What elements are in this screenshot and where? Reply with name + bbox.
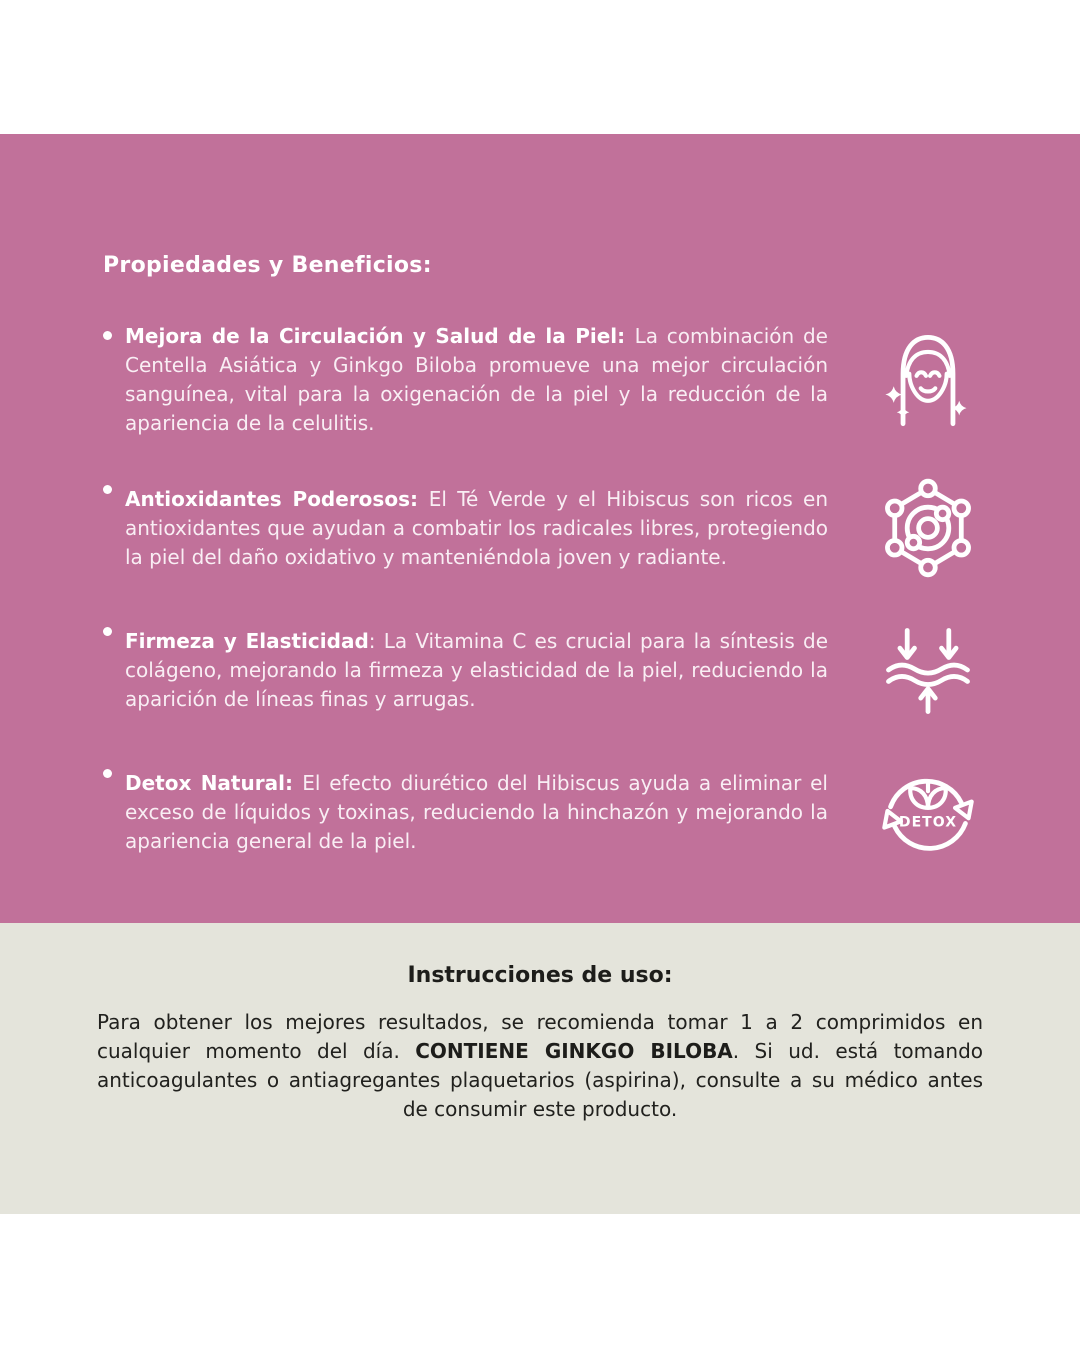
detox-label: DETOX bbox=[898, 814, 958, 831]
benefit-body: La combinación de Centella Asiática y Ginkgo Biloba promueve una mejor circulación sanguínea, vital para la oxigenación de la piel y la reducción de la apariencia de la celulitis. bbox=[125, 324, 828, 435]
antioxidant-molecule-icon bbox=[876, 476, 980, 580]
bullet-dot bbox=[103, 618, 125, 636]
benefits-panel bbox=[0, 134, 1080, 923]
instructions-text bbox=[97, 1008, 983, 1124]
detox-cycle-icon bbox=[876, 760, 980, 864]
benefit-text bbox=[125, 769, 828, 856]
icon-column bbox=[828, 328, 1028, 432]
benefit-title: Firmeza y Elasticidad bbox=[125, 628, 369, 653]
bullet-dot bbox=[103, 476, 125, 494]
benefit-item-firmeza bbox=[103, 618, 1028, 722]
instructions-text-after: . Si ud. está tomando anticoagulantes o antiagregantes plaquetarios (aspirina), consulte a su médico antes de consumir este producto. bbox=[97, 1039, 983, 1121]
icon-column bbox=[828, 760, 1028, 864]
face-sparkles-icon bbox=[876, 328, 980, 432]
icon-column bbox=[828, 618, 1028, 722]
benefit-body: : La Vitamina C es crucial para la síntesis de colágeno, mejorando la firmeza y elasticidad de la piel, reduciendo la aparición de líneas finas y arrugas. bbox=[125, 628, 829, 711]
instructions-text-before: Para obtener los mejores resultados, se recomienda tomar 1 a 2 comprimidos en cualquier momento del día. bbox=[97, 1010, 983, 1063]
benefit-item-detox bbox=[103, 760, 1028, 864]
instructions-heading: Instrucciones de uso: bbox=[407, 963, 673, 988]
benefit-body: El efecto diurético del Hibiscus ayuda a eliminar el exceso de líquidos y toxinas, reduciendo la hinchazón y mejorando la apariencia general de la piel. bbox=[125, 770, 828, 853]
skin-elasticity-icon bbox=[876, 618, 980, 722]
benefit-item-antioxidantes bbox=[103, 476, 1028, 580]
instructions-panel bbox=[0, 923, 1080, 1214]
benefit-text bbox=[125, 485, 828, 572]
benefit-text bbox=[125, 627, 828, 714]
bullet-dot bbox=[103, 322, 125, 340]
instructions-text-bold: CONTIENE GINKGO BILOBA bbox=[415, 1039, 733, 1063]
benefits-heading: Propiedades y Beneficios: bbox=[103, 253, 432, 278]
benefit-title: Antioxidantes Poderosos: bbox=[125, 486, 429, 511]
benefit-text bbox=[125, 322, 828, 438]
benefit-title: Detox Natural: bbox=[125, 770, 303, 795]
bullet-dot bbox=[103, 760, 125, 778]
benefit-title: Mejora de la Circulación y Salud de la Piel: bbox=[125, 324, 635, 348]
benefit-item-circulacion bbox=[103, 322, 1028, 438]
icon-column bbox=[828, 476, 1028, 580]
benefit-body: El Té Verde y el Hibiscus son ricos en antioxidantes que ayudan a combatir los radicales libres, protegiendo la piel del daño oxidativo y manteniéndola joven y radiante. bbox=[125, 486, 828, 569]
